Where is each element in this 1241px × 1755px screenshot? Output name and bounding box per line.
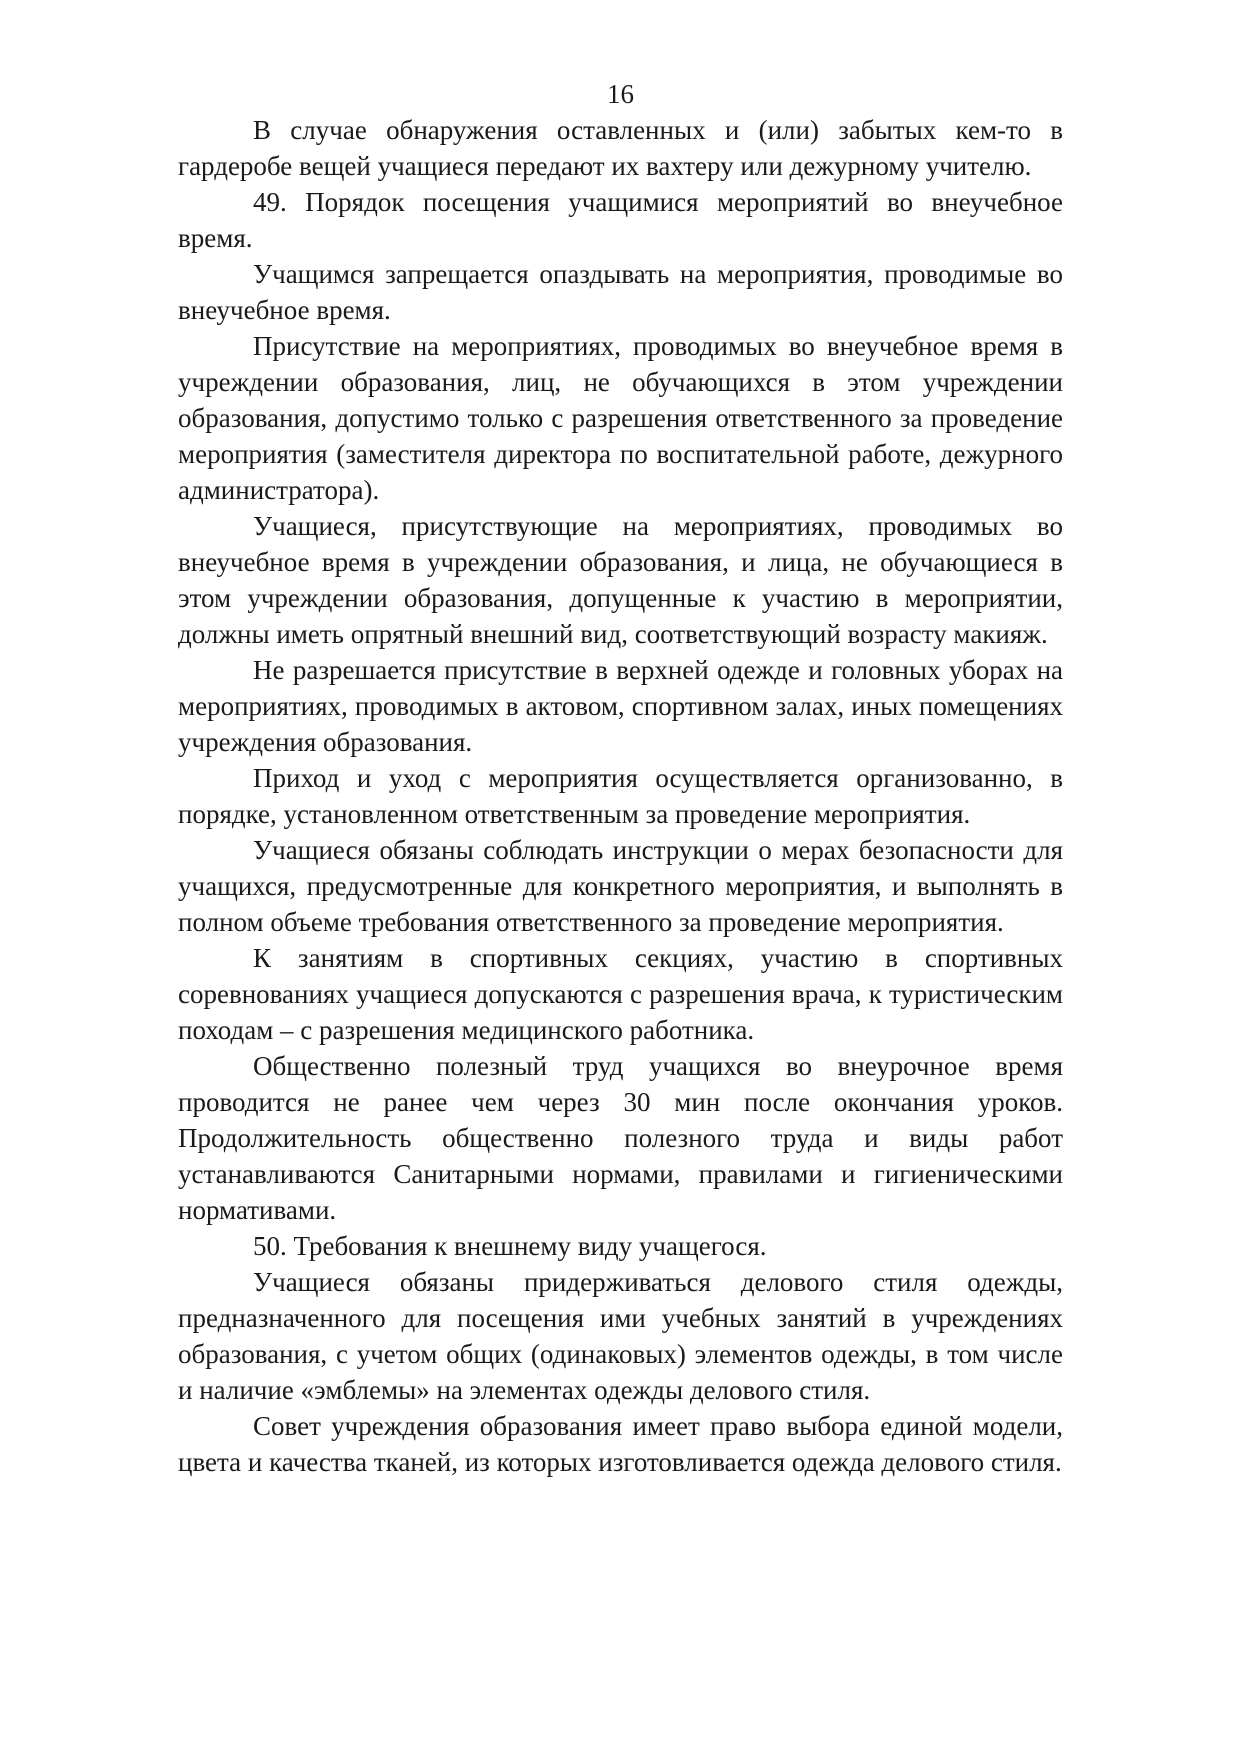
paragraph: Учащимся запрещается опаздывать на мероприятия, проводимые во внеучебное время. — [178, 259, 1063, 325]
page-number: 16 — [607, 79, 634, 109]
paragraph: Не разрешается присутствие в верхней одежде и головных уборах на мероприятиях, проводимых в актовом, спортивном залах, иных помещениях учреждения образования. — [178, 655, 1063, 757]
paragraph: Присутствие на мероприятиях, проводимых во внеучебное время в учреждении образования, лиц, не обучающихся в этом учреждении образования, допустимо только с разрешения ответственного за проведение мероприятия (заместителя директора по воспитательной работе, дежурного администратора). — [178, 331, 1063, 505]
paragraph: К занятиям в спортивных секциях, участию в спортивных соревнованиях учащиеся допускаются с разрешения врача, к туристическим походам – с разрешения медицинского работника. — [178, 943, 1063, 1045]
paragraph: Совет учреждения образования имеет право выбора единой модели, цвета и качества тканей, из которых изготовливается одежда делового стиля. — [178, 1411, 1063, 1477]
paragraph: 49. Порядок посещения учащимися мероприятий во внеучебное время. — [178, 187, 1063, 253]
paragraph: Общественно полезный труд учащихся во внеурочное время проводится не ранее чем через 30 мин после окончания уроков. Продолжительность общественно полезного труда и виды работ устанавливаются Санитарными нормами, правилами и гигиеническими нормативами. — [178, 1051, 1063, 1225]
paragraph: Учащиеся обязаны придерживаться делового стиля одежды, предназначенного для посещения ими учебных занятий в учреждениях образования, с учетом общих (одинаковых) элементов одежды, в том числе и наличие «эмблемы» на элементах одежды делового стиля. — [178, 1267, 1063, 1405]
paragraph: Учащиеся, присутствующие на мероприятиях, проводимых во внеучебное время в учреждении образования, и лица, не обучающиеся в этом учреждении образования, допущенные к участию в мероприятии, должны иметь опрятный внешний вид, соответствующий возрасту макияж. — [178, 511, 1063, 649]
paragraph: 50. Требования к внешнему виду учащегося. — [253, 1231, 767, 1261]
paragraph: В случае обнаружения оставленных и (или) забытых кем-то в гардеробе вещей учащиеся передают их вахтеру или дежурному учителю. — [178, 115, 1063, 181]
paragraph: Учащиеся обязаны соблюдать инструкции о мерах безопасности для учащихся, предусмотренные для конкретного мероприятия, и выполнять в полном объеме требования ответственного за проведение мероприятия. — [178, 835, 1063, 937]
paragraph: Приход и уход с мероприятия осуществляется организованно, в порядке, установленном ответственным за проведение мероприятия. — [178, 763, 1063, 829]
